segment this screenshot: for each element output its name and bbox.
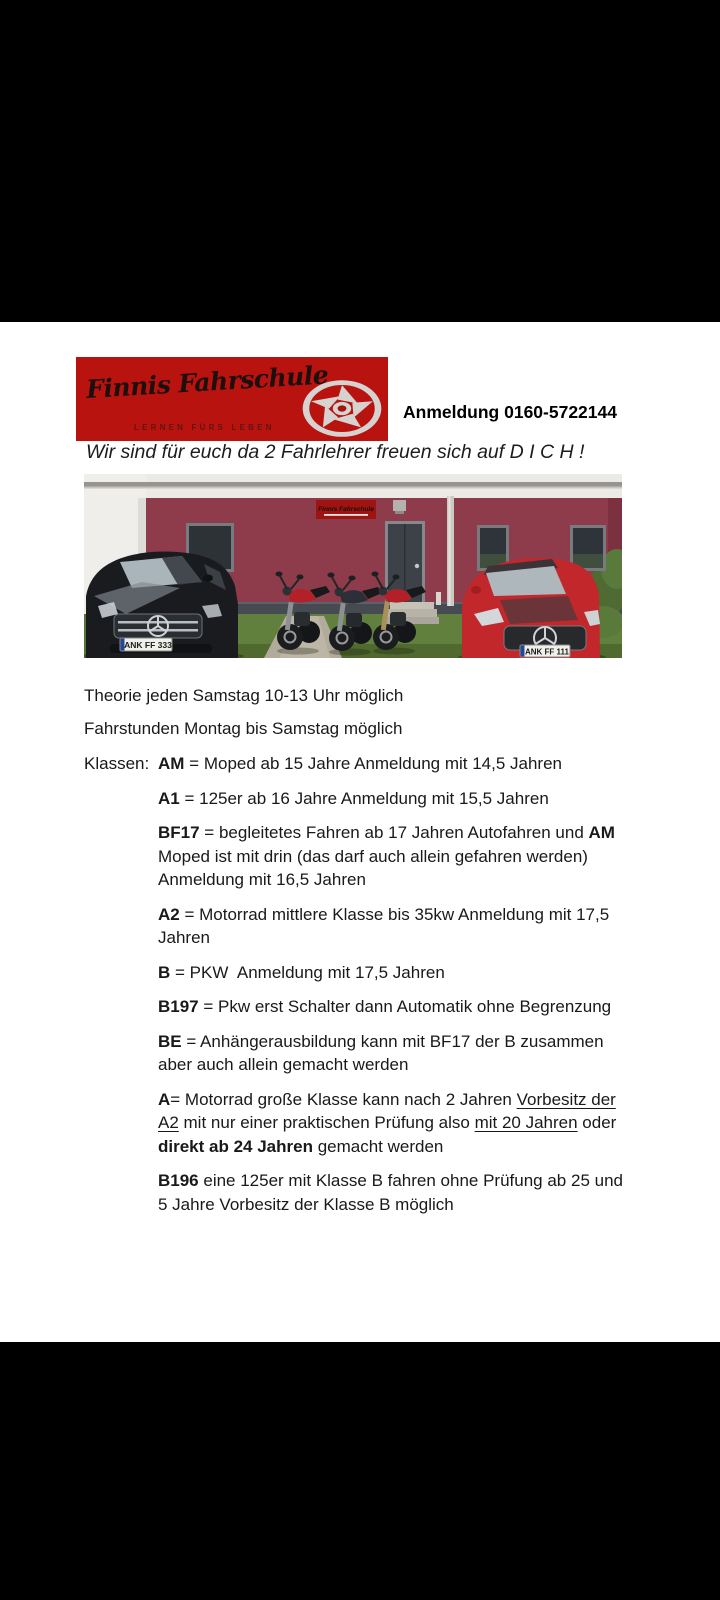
school-photo bbox=[84, 474, 622, 658]
text-segment: AM bbox=[158, 754, 185, 773]
plate-text-left: ANK FF 333 bbox=[124, 640, 172, 650]
klassen-item bbox=[158, 1030, 628, 1077]
flyer-page bbox=[0, 322, 720, 1342]
wheel-icon bbox=[298, 376, 386, 441]
klassen-item bbox=[158, 787, 628, 811]
klassen-item bbox=[158, 995, 628, 1019]
text-segment: aber auch allein gemacht werden bbox=[158, 1055, 409, 1074]
text-segment: AM bbox=[588, 823, 615, 842]
building-sign bbox=[316, 500, 376, 519]
building-sign-text: Finnis Fahrschule bbox=[318, 506, 374, 513]
text-segment: B197 bbox=[158, 997, 199, 1016]
klassen-item bbox=[158, 903, 628, 950]
klassen-list bbox=[158, 752, 628, 1227]
text-segment: B196 bbox=[158, 1171, 199, 1190]
top-letterbox bbox=[0, 0, 720, 322]
text-segment: Anmeldung mit 16,5 Jahren bbox=[158, 870, 366, 889]
text-segment: A bbox=[158, 1089, 171, 1109]
logo-tagline: LERNEN FÜRS LEBEN bbox=[134, 423, 275, 432]
phone-contact: Anmeldung 0160-5722144 bbox=[403, 402, 617, 422]
text-segment: Jahren bbox=[158, 928, 210, 947]
klassen-section bbox=[84, 752, 628, 1227]
text-segment: gemacht werden bbox=[312, 1136, 444, 1156]
school-photo-illustration bbox=[84, 474, 622, 658]
text-segment: = Motorrad große Klasse kann nach 2 Jahren bbox=[170, 1089, 517, 1109]
text-segment: = PKW Anmeldung mit 17,5 Jahren bbox=[170, 962, 445, 982]
text-segment: mit 20 Jahren bbox=[474, 1113, 578, 1132]
text-segment: = Motorrad mittlere Klasse bis 35kw Anmeldung mit 17,5 bbox=[179, 904, 610, 924]
text-segment: BF17 bbox=[158, 823, 200, 842]
text-segment: = Moped ab 15 Jahre Anmeldung mit 14,5 Jahren bbox=[184, 754, 563, 773]
text-segment: A1 bbox=[158, 788, 180, 808]
text-segment: Moped ist mit drin (das darf auch allein gefahren werden) bbox=[158, 846, 588, 866]
slogan: Wir sind für euch da 2 Fahrlehrer freuen sich auf D I C H ! bbox=[86, 441, 585, 463]
text-segment: A2 bbox=[158, 904, 180, 924]
license-plate bbox=[520, 645, 570, 657]
fahrstunden-line: Fahrstunden Montag bis Samstag möglich bbox=[84, 719, 403, 738]
klassen-item bbox=[158, 752, 628, 776]
text-segment: A2 bbox=[158, 1113, 179, 1132]
theorie-line: Theorie jeden Samstag 10-13 Uhr möglich bbox=[84, 686, 404, 705]
text-segment: = 125er ab 16 Jahre Anmeldung mit 15,5 Jahren bbox=[179, 788, 549, 808]
klassen-item bbox=[158, 1088, 628, 1159]
text-segment: BE bbox=[158, 1031, 182, 1051]
text-segment: B bbox=[158, 962, 171, 982]
klassen-item bbox=[158, 821, 628, 892]
text-segment: = begleitetes Fahren ab 17 Jahren Autofahren und bbox=[199, 823, 589, 842]
klassen-label: Klassen: bbox=[84, 754, 150, 773]
klassen-item bbox=[158, 1169, 628, 1216]
text-segment: oder bbox=[577, 1113, 617, 1132]
text-segment: = Anhängerausbildung kann mit BF17 der B zusammen bbox=[181, 1031, 604, 1051]
text-segment: direkt ab 24 Jahren bbox=[158, 1136, 313, 1156]
logo-title: Finnis Fahrschule bbox=[85, 360, 330, 404]
license-plate bbox=[120, 638, 172, 651]
black-car bbox=[84, 551, 244, 658]
bottom-letterbox bbox=[0, 1342, 720, 1600]
text-segment: mit nur einer praktischen Prüfung also bbox=[178, 1113, 475, 1132]
text-segment: eine 125er mit Klasse B fahren ohne Prüfung ab 25 und bbox=[198, 1171, 623, 1190]
text-segment: 5 Jahre Vorbesitz der Klasse B möglich bbox=[158, 1194, 454, 1214]
text-segment: = Pkw erst Schalter dann Automatik ohne Begrenzung bbox=[198, 997, 612, 1016]
logo-banner bbox=[76, 357, 388, 441]
plate-text-right: ANK FF 111 bbox=[524, 647, 570, 657]
text-segment: Vorbesitz der bbox=[516, 1089, 616, 1109]
klassen-item bbox=[158, 961, 628, 985]
